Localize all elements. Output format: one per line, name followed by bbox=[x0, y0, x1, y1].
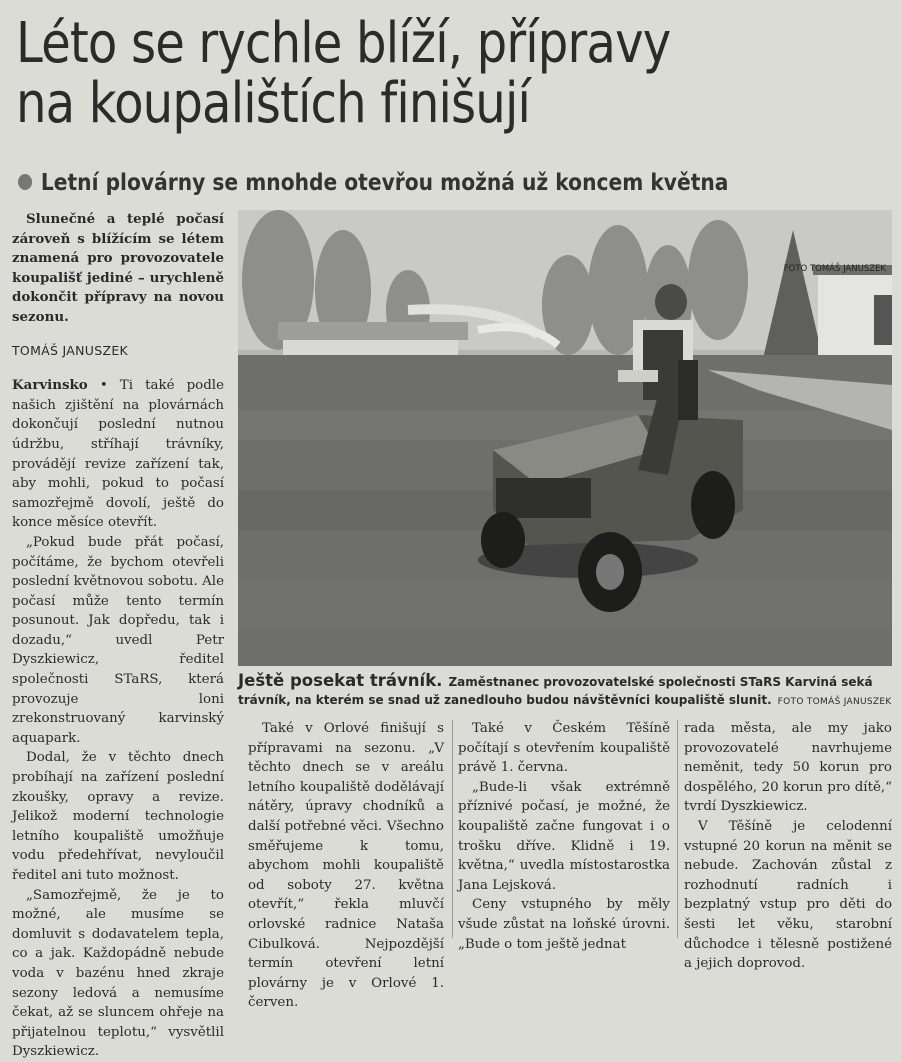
bullet-icon bbox=[18, 174, 32, 190]
paragraph: „Pokud bude přát počasí, počítáme, že bychom otevřeli poslední květnovou sobotu. Ale počasí může tento termín posunout. Jak dopředu, tak i dozadu,“ uvedl Petr Dyszkiewicz, ředitel společnosti STaRS, která provozuje loni zrekonstruovaný karvinský aquapark. bbox=[12, 534, 224, 746]
caption-title: Ještě posekat trávník. bbox=[238, 671, 443, 690]
paragraph: Také v Českém Těšíně počítají s otevřením koupaliště právě 1. června. bbox=[458, 721, 670, 776]
paragraph: Ceny vstupného by měly všude zůstat na loňské úrovni. „Bude o tom ještě jednat bbox=[458, 897, 670, 952]
lead-paragraph: Slunečné a teplé počasí zároveň s blížícím se létem znamená pro provozovatele koupališť jediné – urychleně dokončit přípravy na novou sezonu. bbox=[12, 211, 224, 325]
photo-credit-top: FOTO TOMÁŠ JANUSZEK bbox=[783, 264, 886, 274]
subheadline bbox=[18, 170, 810, 196]
headline bbox=[16, 11, 773, 136]
paragraph: „Samozřejmě, že je to možné, ale musíme se domluvit s dodavatelem tepla, co a jak. Každopádně nebude voda v bazénu hned zkraje sezony ledová a nemusíme čekat, až se sluncem ohřeje na přijatelnou teplotu,“ vysvětlil Dyszkiewicz. bbox=[12, 887, 224, 1060]
photo-caption bbox=[238, 672, 894, 711]
dateline: Karvinsko bbox=[12, 377, 88, 394]
column-2 bbox=[248, 719, 444, 1013]
author-byline: TOMÁŠ JANUSZEK bbox=[12, 342, 129, 358]
paragraph: rada města, ale my jako provozovatelé navrhujeme neměnit, tedy 50 korun pro dospělého, 20 korun pro dítě,“ tvrdí Dyszkiewicz. bbox=[684, 721, 892, 815]
paragraph-text: Ti také podle našich zjištění na plovárnách dokončují poslední nutnou údržbu, stříhají trávníky, provádějí revize zařízení tak, aby mohli, pokud to počasí samozřejmě dovolí, ještě do konce měsíce otevřít. bbox=[12, 378, 224, 531]
dateline-bullet-icon: • bbox=[87, 378, 108, 394]
caption-credit: FOTO TOMÁŠ JANUSZEK bbox=[777, 697, 892, 707]
headline-line-1: Léto se rychle blíží, přípravy bbox=[16, 11, 671, 76]
column-divider bbox=[677, 720, 678, 938]
paragraph: „Bude-li však extrémně příznivé počasí, je možné, že koupaliště začne fungovat i o trošku dříve. Klidně i 19. května,“ uvedla místostarostka Jana Lejsková. bbox=[458, 779, 670, 893]
paragraph: Dodal, že v těchto dnech probíhají na zařízení poslední zkoušky, opravy a revize. Jelikož moderní technologie letního koupaliště umožňuje vodu předehřívat, nevyloučil ředitel ani tuto možnost. bbox=[12, 750, 224, 883]
paragraph: V Těšíně je celodenní vstupné 20 korun na měnit se nebude. Zachován zůstal z rozhodnutí radních i bezplatný vstup pro děti do šesti let věku, starobní důchodce i tělesně postižené a jejich doprovod. bbox=[684, 818, 892, 972]
column-divider bbox=[452, 720, 453, 938]
subheadline-text: Letní plovárny se mnohde otevřou možná už koncem května bbox=[40, 170, 729, 196]
column-4 bbox=[684, 719, 892, 974]
paragraph: Také v Orlové finišují s přípravami na sezonu. „V těchto dnech se v areálu letního koupaliště dodělávají nátěry, úpravy chodníků a další potřebné věci. Všechno směřujeme k tomu, abychom mohli koupaliště od soboty 27. května otevřít,“ řekla mluvčí orlovské radnice Nataša Cibulková. Nejpozdější termín otevření letní plovárny je v Orlové 1. červen. bbox=[248, 721, 444, 1011]
lawn-mower-photo bbox=[238, 210, 892, 666]
article-photo bbox=[238, 210, 892, 666]
column-3 bbox=[458, 719, 670, 954]
caption-text: Zaměstnanec provozovatelské společnosti STaRS Karviná seká trávník, na kterém se snad už zanedlouho budou návštěvníci koupaliště slunit. bbox=[238, 675, 873, 707]
column-1 bbox=[12, 210, 224, 1062]
headline-line-2: na koupalištích finišují bbox=[16, 71, 530, 136]
paragraph bbox=[12, 376, 224, 533]
